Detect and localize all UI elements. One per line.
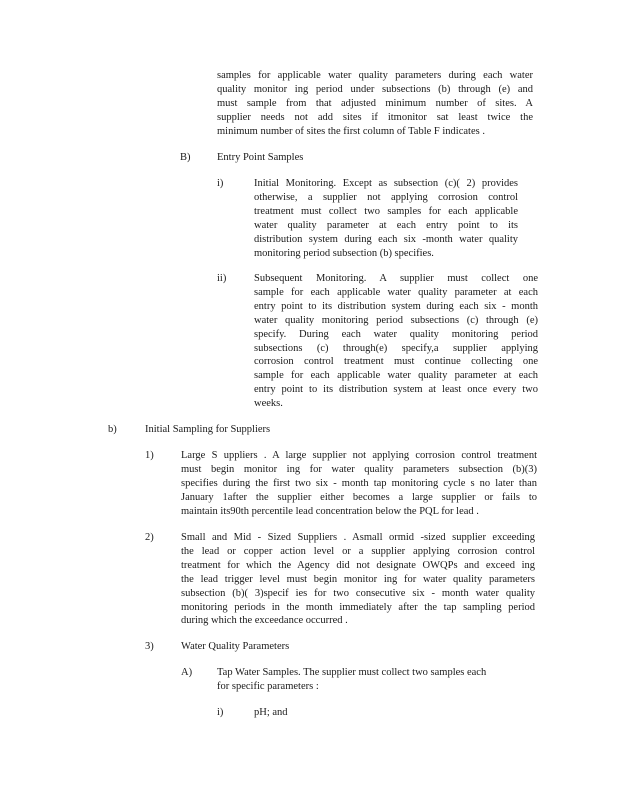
paragraph-line: Subsequent Monitoring. A supplier must collect one	[254, 273, 538, 284]
paragraph-line: maintain its90th percentile lead concentration below the PQL for lead .	[181, 505, 479, 517]
paragraph-line: distribution system during each six -month water quality	[254, 233, 518, 245]
paragraph-line: monitoring period subsection (b) specifies.	[254, 247, 434, 259]
paragraph-line: subsection (b)( 3)specif ies for two consecutive six - month water quality	[181, 587, 535, 599]
paragraph-line: Initial Monitoring. Except as subsection (c)( 2) provides	[254, 178, 518, 189]
paragraph-line: weeks.	[254, 398, 283, 410]
paragraph-line: monitoring periods in the month immediately after the tap sampling period	[181, 601, 535, 613]
small-mid-suppliers-paragraph	[181, 531, 535, 628]
paragraph-line: the lead or copper action level or a supplier applying corrosion control	[181, 545, 535, 557]
intro-line: quality monitor ing period under subsections (b) through (e) and	[217, 83, 533, 95]
paragraph-line: the lead trigger level must begin monitor ing for water quality parameters	[181, 573, 535, 585]
paragraph-line: specifies during the first two six - month tap monitoring cycle s no later than	[181, 477, 537, 489]
section-b-heading: Initial Sampling for Suppliers	[145, 424, 271, 435]
water-quality-parameters-heading: Water Quality Parameters	[181, 641, 290, 652]
intro-line: supplier needs not add sites if itmonitor sat least twice the	[217, 111, 533, 123]
large-suppliers-paragraph	[181, 449, 537, 519]
initial-monitoring-label: i)	[217, 178, 224, 189]
item-1-label: 1)	[145, 450, 154, 461]
entry-point-heading: Entry Point Samples	[217, 152, 304, 163]
paragraph-line: specify. During each water quality monitoring period	[254, 328, 538, 340]
paragraph-line: sample for each applicable water quality parameter at each	[254, 370, 538, 382]
paragraph-line: treatment must collect two samples for each applicable	[254, 205, 518, 217]
item-3-label: 3)	[145, 641, 154, 652]
paragraph-line: corrosion control treatment must continue collecting one	[254, 356, 538, 368]
subsequent-monitoring-paragraph	[254, 272, 538, 411]
paragraph-line: must begin monitor ing for water quality parameters subsection (b)(3)	[181, 463, 537, 475]
intro-line: must sample from that adjusted minimum number of sites. A	[217, 97, 533, 109]
tap-water-label: A)	[181, 667, 193, 678]
tap-water-paragraph	[217, 666, 523, 694]
paragraph-line: Tap Water Samples. The supplier must collect two samples each	[217, 667, 487, 678]
intro-paragraph	[217, 69, 533, 139]
paragraph-line: Small and Mid - Sized Suppliers . Asmall ormid -sized supplier exceeding	[181, 532, 535, 543]
paragraph-line: for specific parameters :	[217, 680, 319, 692]
paragraph-line: sample for each applicable water quality parameter at each	[254, 286, 538, 298]
paragraph-line: water quality parameter at each entry point to its	[254, 219, 518, 231]
item-2-label: 2)	[145, 532, 154, 543]
paragraph-line: entry point to its distribution system during each six - month	[254, 300, 538, 312]
paragraph-line: Large S uppliers . A large supplier not applying corrosion control treatment	[181, 450, 537, 461]
paragraph-line: treatment for which the Agency did not designate OWQPs and exceed ing	[181, 559, 535, 571]
paragraph-line: during which the exceedance occurred .	[181, 615, 348, 627]
paragraph-line: entry point to its distribution system at least once every two	[254, 384, 538, 396]
initial-monitoring-paragraph	[254, 177, 518, 260]
paragraph-line: otherwise, a supplier not applying corrosion control	[254, 191, 518, 203]
ph-item-label: i)	[217, 707, 224, 718]
entry-point-label: B)	[180, 152, 191, 163]
paragraph-line: January 1after the supplier either becomes a large supplier or fails to	[181, 491, 537, 503]
intro-line: samples for applicable water quality parameters during each water	[217, 70, 533, 81]
section-b-label: b)	[108, 424, 117, 435]
intro-line: minimum number of sites the first column of Table F indicates .	[217, 125, 485, 137]
paragraph-line: water quality monitoring period subsections (c) through (e)	[254, 314, 538, 326]
subsequent-monitoring-label: ii)	[217, 273, 227, 284]
paragraph-line: subsections (c) through(e) specify,a supplier applying	[254, 342, 538, 354]
ph-item-text: pH; and	[254, 707, 288, 718]
